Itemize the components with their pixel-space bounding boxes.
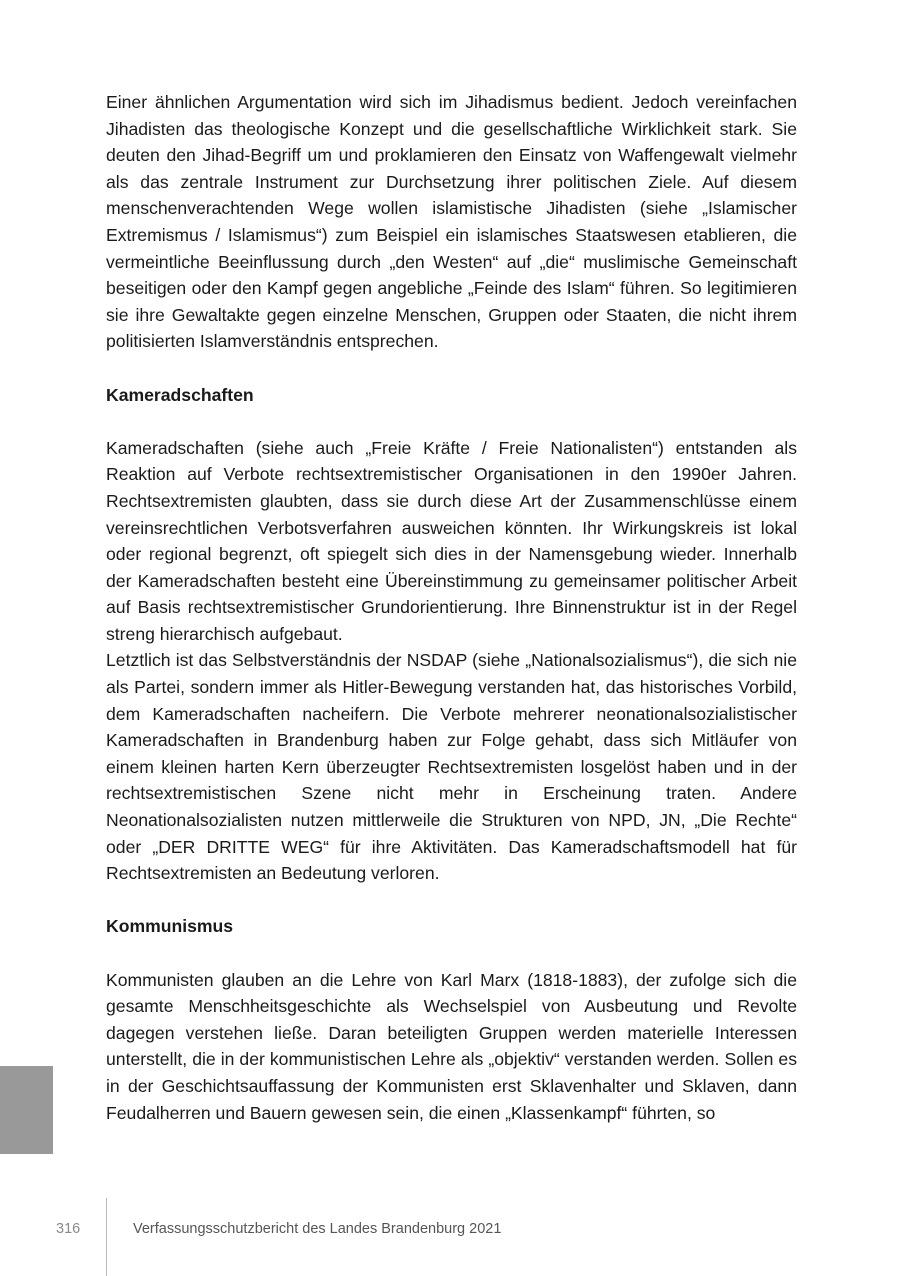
chapter-tab-marker — [0, 1066, 53, 1154]
page-number: 316 — [56, 1221, 81, 1237]
paragraph-jihadismus: Einer ähnlichen Argumentation wird sich im Jihadismus bedient. Jedoch vereinfachen Jihadisten das theologische Konzept und die gesellschaftliche Wirklichkeit stark. Sie deuten den Jihad-Begriff um und proklamieren den Einsatz von Waffengewalt vielmehr als das zentrale Instrument zur Durchsetzung ihrer politischen Ziele. Auf diesem menschenverachtenden Wege wollen islamistische Jihadisten (siehe „Islamischer Extremismus / Islamismus“) zum Beispiel ein islamisches Staatswesen etablieren, die vermeintliche Beeinflussung durch „den Westen“ auf „die“ muslimische Gemeinschaft beseitigen oder den Kampf gegen angebliche „Feinde des Islam“ führen. So legitimieren sie ihre Gewaltakte gegen einzelne Menschen, Gruppen oder Staaten, die nicht ihrem politisierten Islamverständnis entsprechen. — [106, 92, 797, 352]
section-spacer — [106, 408, 797, 435]
footer-divider — [106, 1198, 107, 1276]
section-spacer — [106, 355, 797, 382]
paragraph-kameradschaften-1: Kameradschaften (siehe auch „Freie Kräfte / Freie Nationalisten“) entstanden als Reaktion auf Verbote rechtsextremistischer Organisationen in den 1990er Jahren. Rechtsextremisten glaubten, dass sie durch diese Art der Zusammenschlüsse einem vereinsrechtlichen Verbotsverfahren ausweichen könnten. Ihr Wirkungskreis ist lokal oder regional begrenzt, oft spiegelt sich dies in der Namensgebung wieder. Innerhalb der Kameradschaften besteht eine Übereinstimmung zu gemeinsamer politischer Arbeit auf Basis rechtsextremistischer Grundorientierung. Ihre Binnenstruktur ist in der Regel streng hierarchisch aufgebaut. — [106, 437, 797, 644]
heading-kommunismus: Kommunismus — [106, 916, 234, 937]
footer-title: Verfassungsschutzbericht des Landes Brandenburg 2021 — [133, 1221, 502, 1237]
paragraph-kommunismus: Kommunisten glauben an die Lehre von Karl Marx (1818-1883), der zufolge sich die gesamte Menschheitsgeschichte als Wechselspiel von Ausbeutung und Revolte dagegen verstehen ließe. Daran beteiligten Gruppen werden materielle Interessen unterstellt, die in der kommunistischen Lehre als „objektiv“ verstanden werden. Sollen es in der Geschichtsauffassung der Kommunisten erst Sklavenhalter und Sklaven, dann Feudalherren und Bauern gewesen sein, die einen „Klassenkampf“ führten, so — [106, 969, 797, 1123]
paragraph-kameradschaften-2: Letztlich ist das Selbstverständnis der NSDAP (siehe „Nationalsozialismus“), die sich nie als Partei, sondern immer als Hitler-Bewegung verstanden hat, das historisches Vorbild, dem Kameradschaften nacheifern. Die Verbote mehrerer neonationalsozialistischer Kameradschaften in Brandenburg haben zur Folge gehabt, dass sich Mitläufer von einem kleinen harten Kern überzeugter Rechtsextremisten losgelöst haben und in der rechtsextremistischen Szene nicht mehr in Erscheinung traten. Andere Neonationalsozialisten nutzen mittlerweile die Strukturen von NPD, JN, „Die Rechte“ oder „DER DRITTE WEG“ für ihre Aktivitäten. Das Kameradschaftsmodell hat für Rechtsextremisten an Bedeutung verloren. — [106, 650, 797, 884]
section-spacer — [106, 887, 797, 914]
heading-kameradschaften: Kameradschaften — [106, 384, 254, 405]
section-spacer — [106, 940, 797, 967]
page-body — [106, 89, 797, 1126]
